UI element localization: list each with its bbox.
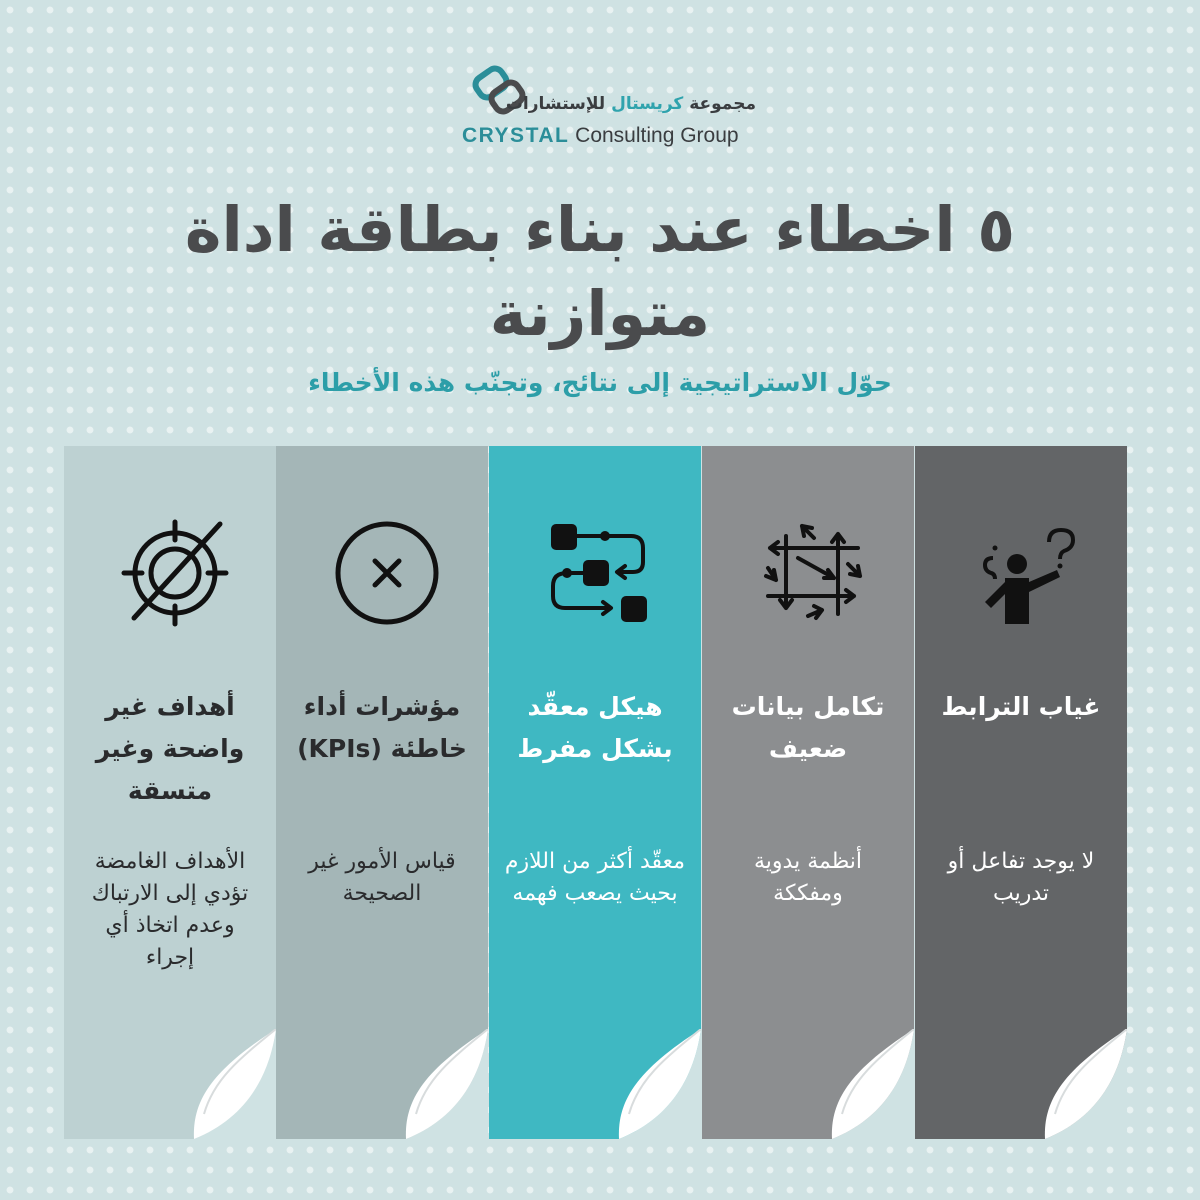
brand-logo xyxy=(462,60,770,160)
page-curl-icon xyxy=(276,1029,488,1139)
card-description: أنظمة يدوية ومفككة xyxy=(753,849,862,906)
page-curl-icon xyxy=(915,1029,1127,1139)
mistake-card-complex-structure xyxy=(489,446,701,1139)
card-heading: غياب الترابط xyxy=(941,692,1101,721)
card-description: لا يوجد تفاعل أو تدريب xyxy=(947,849,1095,906)
mistake-card-disconnection xyxy=(915,446,1127,1139)
page-curl-icon xyxy=(489,1029,701,1139)
x-circle-icon xyxy=(332,518,442,628)
card-description: قياس الأمور غير الصحيحة xyxy=(308,849,456,906)
complex-flow-icon xyxy=(545,518,655,628)
mistake-card-data-integration xyxy=(702,446,914,1139)
mistake-card-unclear-goals xyxy=(64,446,276,1139)
mistake-card-wrong-kpis xyxy=(276,446,488,1139)
target-crossed-icon xyxy=(120,518,230,628)
page-subtitle: حوّل الاستراتيجية إلى نتائج، وتجنّب هذه الأخطاء xyxy=(308,368,892,397)
brand-name-english: CRYSTAL Consulting Group xyxy=(462,124,739,147)
page-title: ٥ اخطاء عند بناء بطاقة اداة متوازنة xyxy=(184,193,1016,350)
card-heading: تكامل بيانات ضعيف xyxy=(731,692,885,763)
page-curl-icon xyxy=(702,1029,914,1139)
person-question-icon xyxy=(971,518,1081,628)
scattered-arrows-icon xyxy=(758,518,868,628)
card-heading: مؤشرات أداء خاطئة (KPIs) xyxy=(297,692,467,763)
card-heading: أهداف غير واضحة وغير متسقة xyxy=(95,692,245,805)
brand-name-arabic: مجموعة كريستال للإستشارات xyxy=(505,94,756,114)
card-description: الأهداف الغامضة تؤدي إلى الارتباك وعدم اتخاذ أي إجراء xyxy=(91,849,249,970)
page-curl-icon xyxy=(64,1029,276,1139)
card-heading: هيكل معقّد بشكل مفرط xyxy=(517,692,673,763)
card-description: معقّد أكثر من اللازم بحيث يصعب فهمه xyxy=(504,849,686,906)
